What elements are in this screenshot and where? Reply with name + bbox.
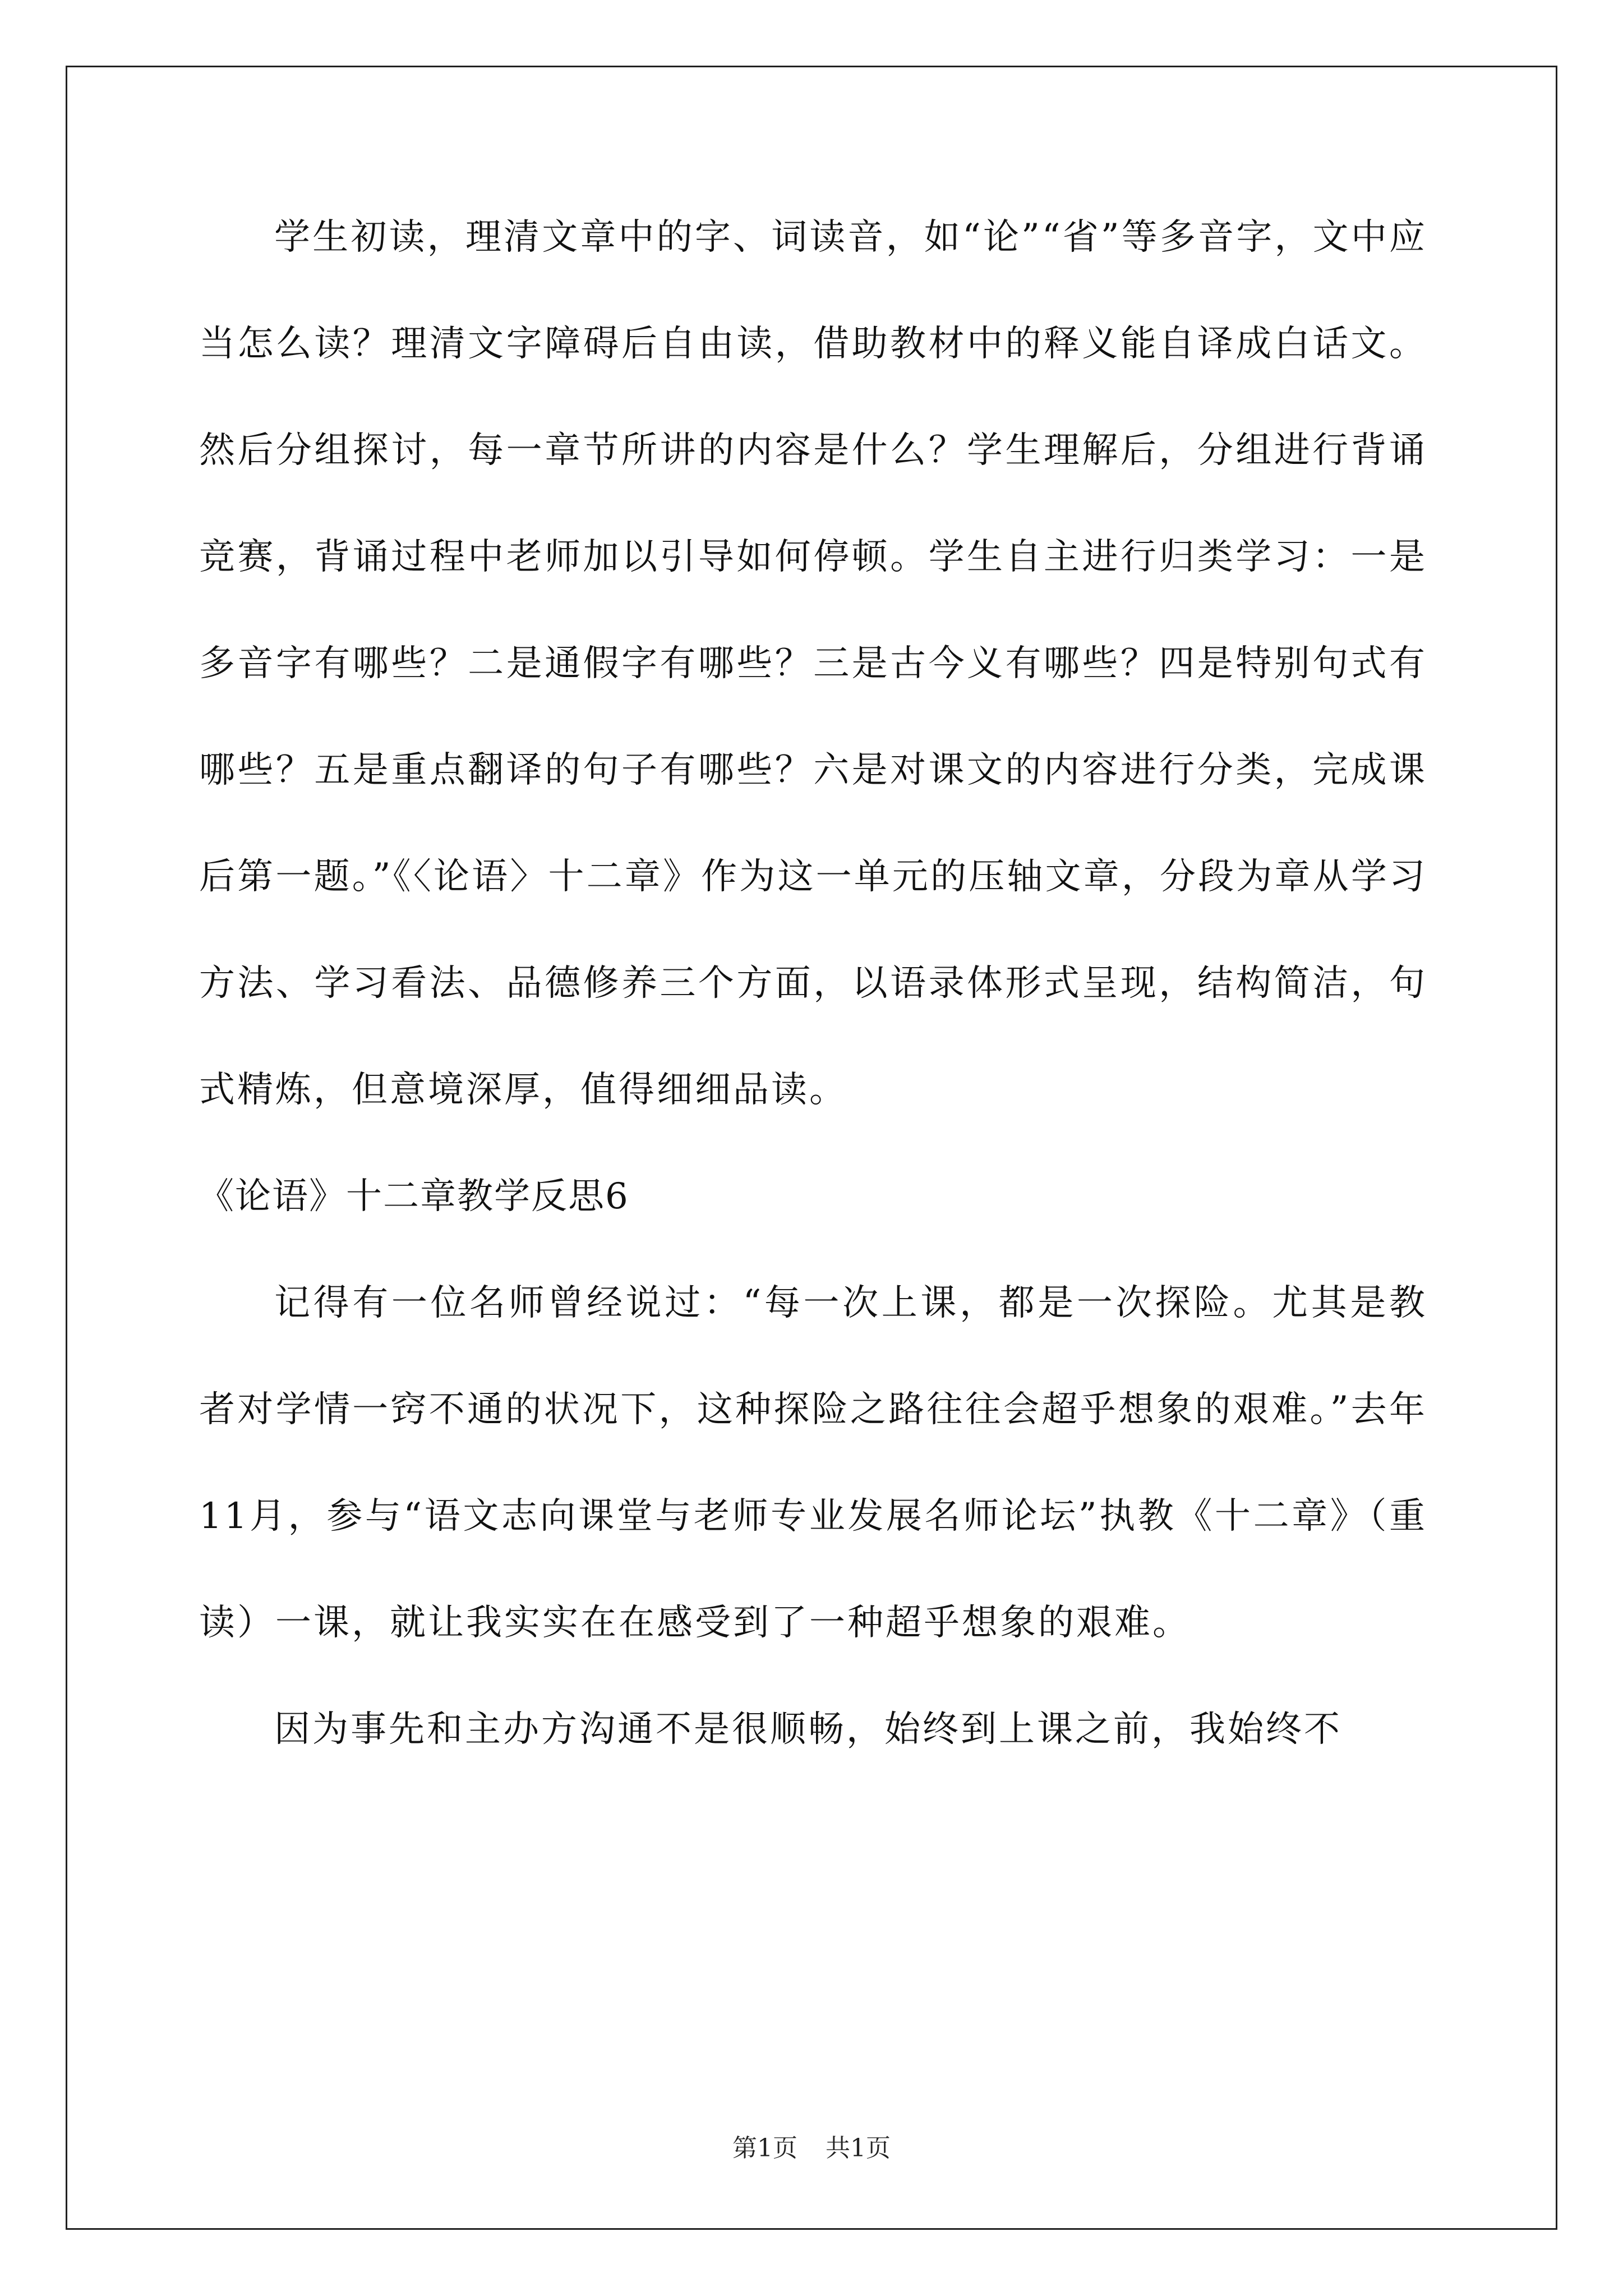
paragraph-1: 学生初读，理清文章中的字、词读音，如“论”“省”等多音字，文中应当怎么读？理清文字障碍后自由读，借助教材中的释义能自译成白话文。然后分组探讨，每一章节所讲的内容是什么？学生理解后，分组进行背诵竞赛，背诵过程中老师加以引导如何停顿。学生自主进行归类学习：一是多音字有哪些？二是通假字有哪些？三是古今义有哪些？四是特别句式有哪些？五是重点翻译的句子有哪些？六是对课文的内容进行分类，完成课后第一题。”《〈论语〉十二章》作为这一单元的压轴文章，分段为章从学习方法、学习看法、品德修养三个方面，以语录体形式呈现，结构简洁，句式精炼，但意境深厚，值得细细品读。 (199, 217, 1427, 1111)
page-number-total: 共1页 (826, 2134, 891, 2162)
paragraph-3: 因为事先和主办方沟通不是很顺畅，始终到上课之前，我始终不 (274, 1709, 1342, 1750)
section-heading: 《论语》十二章教学反思6 (198, 1176, 629, 1217)
page-number-current: 第1页 (732, 2134, 797, 2162)
page-footer (0, 2132, 1623, 2165)
document-body (199, 184, 1427, 1783)
paragraph-2: 记得有一位名师曾经说过：“每一次上课，都是一次探险。尤其是教者对学情一窍不通的状况下，这种探险之路往往会超乎想象的艰难。”去年11月，参与“语文志向课堂与老师专业发展名师论坛”执教《十二章》（重读）一课，就让我实实在在感受到了一种超乎想象的艰难。 (199, 1282, 1427, 1644)
